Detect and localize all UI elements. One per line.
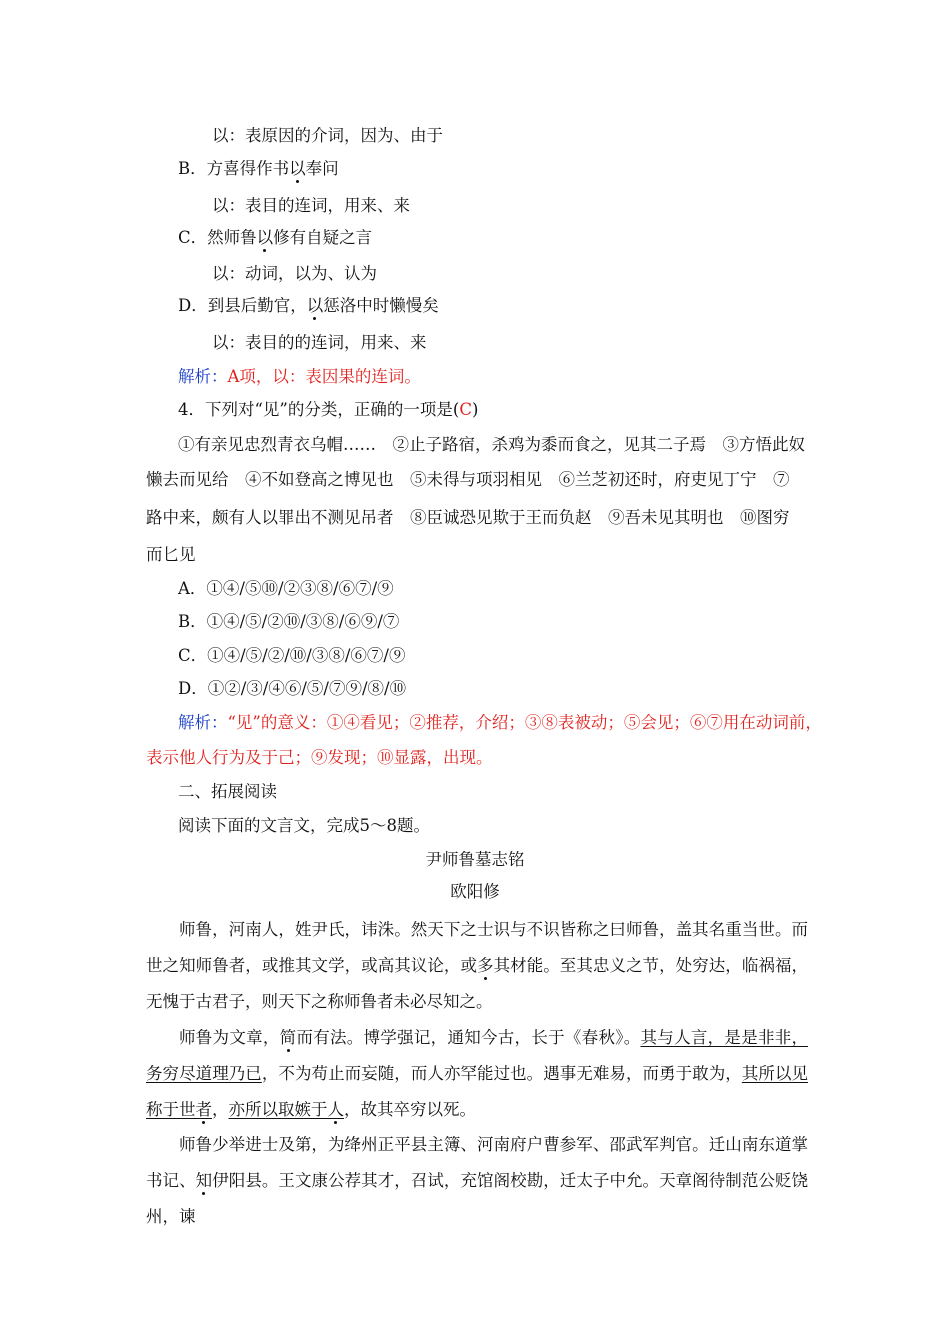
q4-items-line3: 路中来，颇有人以罪出不测见吊者 ⑧臣诚恐见欺于王而负赵 ⑨吾未见其明也 ⑩图穷 [146,508,790,527]
emphasis-dot-char: 者 [195,1100,212,1119]
q3-option-a-note: 以：表原因的介词，因为、由于 [212,126,443,145]
q4-items-line4: 而匕见 [146,545,196,564]
q4-option-b: B．①④/⑤/②⑩/③⑧/⑥⑨/⑦ [178,612,400,631]
underlined-sentence: 亦所以取嫉于人 [228,1100,344,1119]
q3-option-d: D．到县后勤官，以惩洛中时懒慢矣 [178,296,439,315]
q3-analysis [178,365,421,389]
q4-analysis-line1 [178,711,822,735]
analysis-text: “见”的意义：①④看见；②推荐，介绍；③⑧表被动；⑤会见；⑥⑦用在动词前， [227,713,822,732]
section-heading: 二、拓展阅读 [178,782,277,801]
underlined-sentence: 其与人言，是是非非，务穷尽道理乃已 [146,1028,809,1083]
reading-instruction: 阅读下面的文言文，完成5～8题。 [178,816,430,835]
q4-items-line2: 懒去而见给 ④不如登高之博见也 ⑤未得与项羽相见 ⑥兰芝初还时，府吏见丁宁 ⑦ [146,470,790,489]
analysis-label: 解析： [178,713,228,732]
passage-paragraph-1: 师鲁，河南人，姓尹氏，讳洙。然天下之士识与不识皆称之曰师鲁，盖其名重当世。而世之知师鲁者，或推其文学，或高其议论，或多其材能。至其忠义之节，处穷达，临祸福，无愧于古君子，则天下之称师鲁者未必尽知之。 [146,920,809,1011]
emphasis-dot-char: 以 [306,296,324,315]
underlined-sentence: 其所以见称于世者 [146,1064,809,1119]
passage-paragraph-2: 师鲁为文章，简而有法。博学强记，通知今古，长于《春秋》。其与人言，是是非非，务穷尽道理乃已，不为苟止而妄随，而人亦罕能过也。遇事无难易，而勇于敢为，其所以见称于世者，亦所以取嫉于人，故其卒穷以死。 [146,1028,809,1119]
q4-stem: 4．下列对“见”的分类，正确的一项是(C) [178,400,479,419]
q3-option-d-note: 以：表目的的连词，用来、来 [212,333,427,352]
passage-paragraph-3: 师鲁少举进士及第，为绛州正平县主簿、河南府户曹参军、邵武军判官。迁山南东道掌书记、知伊阳县。王文康公荐其才，召试，充馆阁校勘，迁太子中允。天章阁待制范公贬饶州，谏 [146,1135,809,1226]
q3-option-b: B．方喜得作书以奉问 [178,159,339,178]
q4-option-a: A．①④/⑤⑩/②③⑧/⑥⑦/⑨ [178,579,394,598]
q4-analysis-line2: 表示他人行为及于己；⑨发现；⑩显露，出现。 [146,748,493,767]
q4-option-c: C．①④/⑤/②/⑩/③⑧/⑥⑦/⑨ [178,646,406,665]
emphasis-dot-char: 知 [195,1171,213,1190]
q4-answer: C [459,400,472,419]
emphasis-dot-char: 以 [289,159,306,178]
analysis-label: 解析： [178,367,228,386]
analysis-text: A项，以：表因果的连词。 [227,367,421,386]
passage-title: 尹师鲁墓志铭 [425,850,525,869]
passage-author: 欧阳修 [450,882,500,901]
emphasis-dot-char: 人 [327,1100,344,1119]
emphasis-dot-char: 简 [279,1028,297,1047]
q4-items-line1: ①有亲见忠烈青衣乌帽…… ②止子路宿，杀鸡为黍而食之，见其二子焉 ③方悟此奴 [178,435,805,454]
q3-option-c: C．然师鲁以修有自疑之言 [178,228,373,247]
q4-option-d: D．①②/③/④⑥/⑤/⑦⑨/⑧/⑩ [178,679,407,698]
q3-option-c-note: 以：动词，以为、认为 [212,264,377,283]
emphasis-dot-char: 以 [256,228,274,247]
q3-option-b-note: 以：表目的连词，用来、来 [212,196,410,215]
emphasis-dot-char: 多 [477,956,494,975]
